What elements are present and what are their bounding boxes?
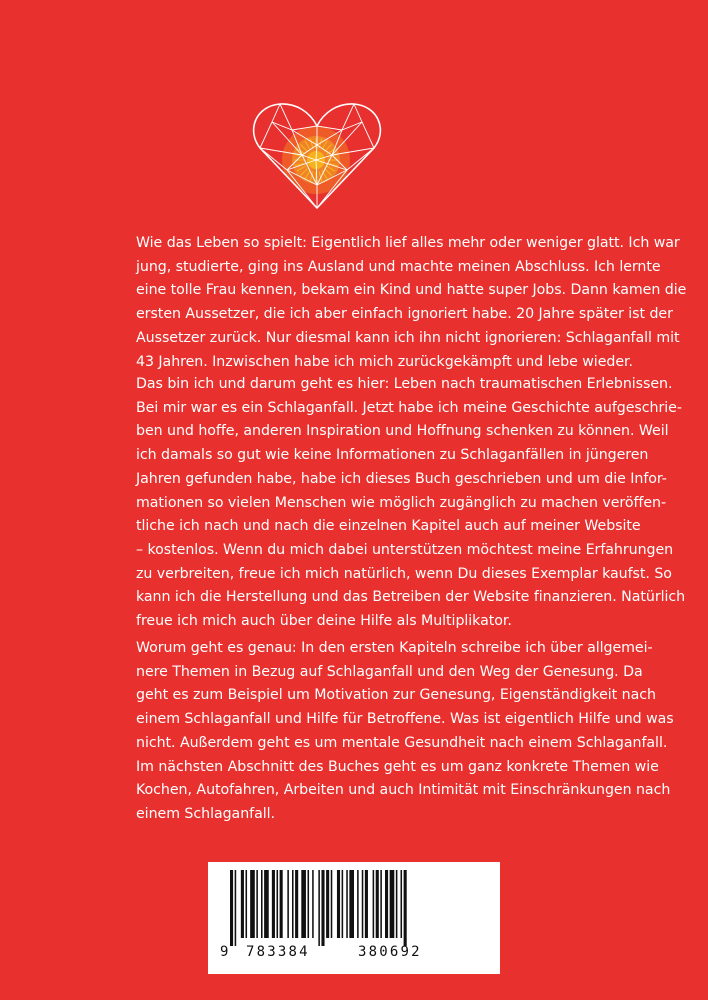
barcode-number (208, 944, 500, 968)
text-line: kann ich die Herstellung und das Betreiben der Website finanzieren. Natürlich (136, 589, 686, 606)
text-line: Wie das Leben so spielt: Eigentlich lief alles mehr oder weniger glatt. Ich war (136, 235, 680, 251)
intro-paragraph (136, 232, 687, 374)
text-line: ersten Aussetzer, die ich aber einfach ignoriert habe. 20 Jahre später ist der (136, 306, 673, 323)
barcode-left-group: 783384 (246, 944, 310, 960)
text-line: Aussetzer zurück. Nur diesmal kann ich ihn nicht ignorieren: Schlaganfall mit (136, 329, 680, 346)
text-line: Jahren gefunden habe, habe ich dieses Buch geschrieben und um die Infor- (136, 470, 667, 487)
text-line: eine tolle Frau kennen, bekam ein Kind und hatte super Jobs. Dann kamen die (136, 282, 687, 299)
text-line: einem Schlaganfall und Hilfe für Betroffene. Was ist eigentlich Hilfe und was (136, 711, 674, 728)
text-line: mationen so vielen Menschen wie möglich zugänglich zu machen veröffen- (136, 494, 667, 511)
text-line: ben und hoffe, anderen Inspiration und Hoffnung schenken zu können. Weil (136, 423, 669, 440)
text-line: Im nächsten Abschnitt des Buches geht es um ganz konkrete Themen wie (136, 758, 659, 775)
text-line: nicht. Außerdem geht es um mentale Gesundheit nach einem Schlaganfall. (136, 734, 668, 751)
text-line: einem Schlaganfall. (136, 805, 275, 822)
text-line: geht es zum Beispiel um Motivation zur Genesung, Eigenständigkeit nach (136, 687, 656, 704)
barcode-right-group: 380692 (358, 944, 422, 960)
isbn-barcode (208, 862, 500, 974)
isbn-barcode-icon (208, 862, 500, 946)
text-line: nere Themen in Bezug auf Schlaganfall und den Weg der Genesung. Da (136, 663, 643, 680)
geometric-heart-with-sun-icon (252, 100, 382, 212)
text-line: zu verbreiten, freue ich mich natürlich, wenn Du dieses Exemplar kaufst. So (136, 565, 672, 582)
text-line: Bei mir war es ein Schlaganfall. Jetzt habe ich meine Geschichte aufgeschrie- (136, 399, 682, 416)
text-line: – kostenlos. Wenn du mich dabei unterstützen möchtest meine Erfahrungen (136, 541, 674, 558)
purpose-paragraph (136, 373, 686, 634)
heart-logo (252, 100, 382, 212)
text-line: ich damals so gut wie keine Informationen zu Schlaganfällen in jüngeren (136, 447, 649, 464)
contents-paragraph (136, 637, 674, 827)
text-line: Das bin ich und darum geht es hier: Leben nach traumatischen Erlebnissen. (136, 376, 673, 392)
barcode-lead-digit: 9 (220, 944, 231, 960)
text-line: Kochen, Autofahren, Arbeiten und auch Intimität mit Einschränkungen nach (136, 782, 671, 799)
text-line: Worum geht es genau: In den ersten Kapiteln schreibe ich über allgemei- (136, 640, 653, 656)
text-line: freue ich mich auch über deine Hilfe als Multiplikator. (136, 613, 512, 630)
text-line: tliche ich nach und nach die einzelnen Kapitel auch auf meiner Website (136, 518, 641, 535)
text-line: 43 Jahren. Inzwischen habe ich mich zurückgekämpft und lebe wieder. (136, 353, 633, 370)
text-line: jung, studierte, ging ins Ausland und machte meinen Abschluss. Ich lernte (136, 258, 661, 275)
